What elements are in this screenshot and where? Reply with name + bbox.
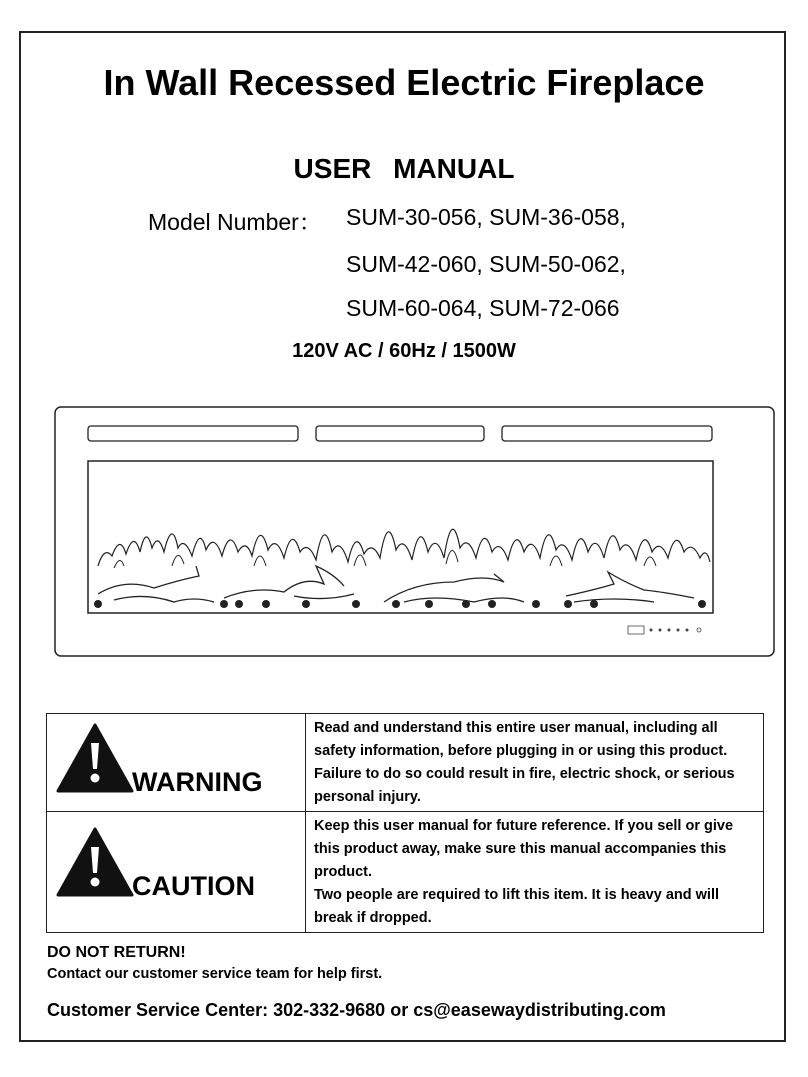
vent-slot-left — [88, 426, 298, 441]
manual-subtitle: USER MANUAL — [293, 153, 515, 184]
model-line-1: SUM-30-056, SUM-36-058, — [346, 204, 626, 230]
power-rating: 120V AC / 60Hz / 1500W — [292, 340, 516, 362]
warning-triangle-icon — [56, 723, 134, 793]
warning-triangle-icon — [56, 827, 134, 897]
caution-text-keep-manual: Keep this user manual for future reference. If you sell or give this product away, make sure this manual accompanies this product. — [314, 818, 734, 880]
service-label: Customer Service Center: — [47, 1000, 274, 1020]
vent-slot-right — [502, 426, 712, 441]
caution-text-two-people: Two people are required to lift this item. It is heavy and will break if dropped. — [314, 887, 720, 926]
caution-symbol-cell — [47, 812, 306, 933]
contact-note: Contact our customer service team for help first. — [47, 966, 383, 982]
page-title: In Wall Recessed Electric Fireplace — [103, 62, 705, 103]
safety-table — [46, 713, 764, 933]
caution-label: CAUTION — [132, 871, 255, 901]
service-phone[interactable]: 302-332-9680 — [273, 1000, 386, 1020]
vent-slot-middle — [316, 426, 484, 441]
warning-symbol-cell — [47, 714, 306, 812]
caution-text — [306, 812, 764, 933]
caution-row — [47, 812, 764, 933]
do-not-return: DO NOT RETURN! — [47, 944, 186, 961]
model-line-3: SUM-60-064, SUM-72-066 — [346, 295, 620, 321]
fireplace-illustration — [54, 406, 776, 658]
warning-text: Read and understand this entire user manual, including all safety information, before plugging in or using this product. Failure to do so could result in fire, electric shock, or serious personal injury. — [306, 714, 764, 812]
model-number-label: Model Number： — [148, 209, 322, 235]
firebox-window — [88, 461, 713, 613]
model-line-2: SUM-42-060, SUM-50-062, — [346, 251, 626, 277]
warning-row — [47, 714, 764, 812]
service-or: or — [385, 1000, 414, 1020]
warning-label: WARNING — [132, 767, 263, 797]
customer-service-line — [47, 1000, 666, 1021]
service-email[interactable]: cs@easewaydistributing.com — [413, 1000, 666, 1020]
